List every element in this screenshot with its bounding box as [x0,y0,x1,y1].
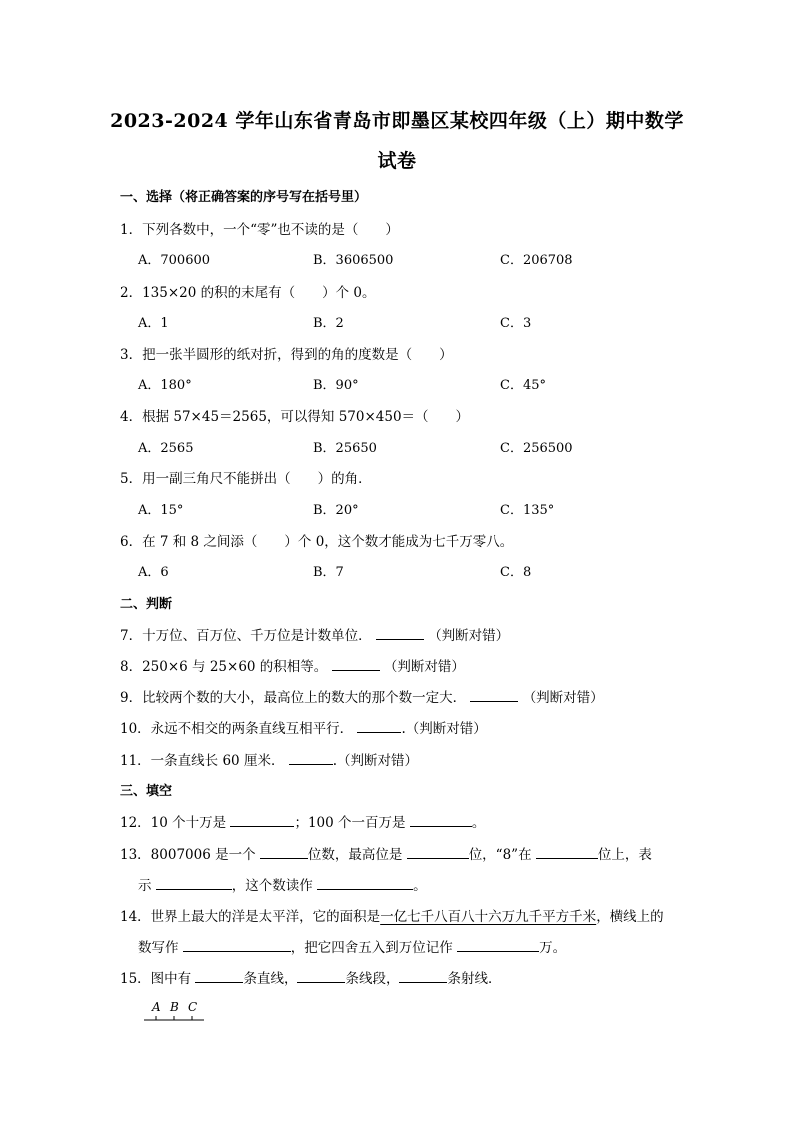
q13-text-6: ，这个数读作 [231,878,313,894]
question-1: 1．下列各数中，一个“零”也不读的是（ ） [120,222,399,238]
q5-option-a: A．15° [138,503,184,518]
q3-option-b: B．90° [313,378,359,393]
section-heading-choice: 一、选择（将正确答案的序号写在括号里） [120,190,368,205]
q14-text-4: ，把它四舍五入到万位记作 [290,940,453,956]
line-figure [140,996,220,1026]
question-13-cont [138,874,427,894]
q13-text-3: 位，“8”在 [468,847,532,863]
q12-text-3: 。 [471,815,486,831]
q10-blank[interactable] [357,718,401,733]
q14-blank-2[interactable] [457,937,539,952]
question-2: 2．135×20 的积的末尾有（ ）个 0。 [120,285,376,301]
q10-suffix: .（判断对错） [401,721,487,737]
q2-option-c: C．3 [500,316,532,331]
q14-text-3: 数写作 [138,940,179,956]
q12-text-1: 12．10 个十万是 [120,815,227,831]
question-9 [120,686,604,706]
question-11 [120,749,418,769]
q11-suffix: .（判断对错） [332,753,419,769]
question-8 [120,655,465,675]
q13-text-7: 。 [413,878,427,894]
q13-blank-3[interactable] [536,844,598,859]
question-13 [120,843,652,863]
question-6: 6．在 7 和 8 之间添（ ）个 0，这个数才能成为七千万零八。 [120,534,514,550]
q14-text-5: 万。 [539,940,567,956]
q12-blank-1[interactable] [230,812,294,827]
q8-blank[interactable] [332,656,380,671]
q13-blank-4[interactable] [156,875,232,890]
q15-text-1: 15．图中有 [120,971,192,987]
q8-text: 8．250×6 与 25×60 的积相等。 [120,659,328,675]
q6-option-b: B．7 [313,565,344,580]
q11-text: 11．一条直线长 60 厘米． [120,753,285,769]
q14-blank-1[interactable] [183,937,291,952]
q4-option-c: C．256500 [500,441,573,456]
q15-text-4: 条射线． [447,971,502,987]
section-heading-judge: 二、判断 [120,597,173,612]
q13-text-2: 位数，最高位是 [307,847,403,863]
question-7 [120,624,509,644]
question-5: 5．用一副三角尺不能拼出（ ）的角． [120,471,372,487]
figure-label-c: C [188,1000,198,1014]
q9-suffix: （判断对错） [522,690,604,706]
q1-option-b: B．3606500 [313,253,394,268]
q4-option-b: B．25650 [313,441,377,456]
q15-text-3: 条线段， [345,971,400,987]
q9-text: 9．比较两个数的大小，最高位上的数大的那个数一定大． [120,690,467,706]
section-heading-fill: 三、填空 [120,784,173,799]
question-14-cont [138,936,566,956]
q15-blank-2[interactable] [297,968,345,983]
question-12 [120,811,485,831]
q8-suffix: （判断对错） [383,659,465,675]
q13-text-4: 位上，表 [597,847,652,863]
question-14 [120,905,664,925]
q14-text-1: 14．世界上最大的洋是太平洋，它的面积是 [120,909,381,925]
q13-blank-2[interactable] [407,844,469,859]
q11-blank[interactable] [289,750,333,765]
q15-text-2: 条直线， [243,971,298,987]
q15-blank-3[interactable] [399,968,447,983]
q1-option-a: A．700600 [138,253,211,268]
q5-option-b: B．20° [313,503,359,518]
q4-option-a: A．2565 [138,441,194,456]
q3-option-c: C．45° [500,378,546,393]
page-title: 2023-2024 学年山东省青岛市即墨区某校四年级（上）期中数学 [110,110,684,132]
q2-option-b: B．2 [313,316,344,331]
q14-text-2: ，横线上的 [596,909,664,925]
q13-text-5: 示 [138,878,152,894]
q9-blank[interactable] [470,687,518,702]
q15-blank-1[interactable] [195,968,243,983]
q7-text: 7．十万位、百万位、千万位是计数单位． [120,628,372,644]
question-10 [120,717,487,737]
q7-blank[interactable] [376,625,424,640]
q13-blank-5[interactable] [317,875,413,890]
figure-label-b: B [170,1000,179,1014]
question-3: 3．把一张半圆形的纸对折，得到的角的度数是（ ） [120,347,453,363]
page-title-cont: 试卷 [377,150,417,172]
figure-label-a: A [152,1000,161,1014]
q5-option-c: C．135° [500,503,555,518]
question-4: 4．根据 57×45＝2565，可以得知 570×450＝（ ） [120,409,470,425]
q3-option-a: A．180° [138,378,192,393]
q7-suffix: （判断对错） [428,628,510,644]
q12-blank-2[interactable] [410,812,472,827]
q1-option-c: C．206708 [500,253,573,268]
q10-text: 10．永远不相交的两条直线互相平行． [120,721,354,737]
question-15 [120,967,501,987]
q12-text-2: ；100 个一百万是 [294,815,406,831]
q13-text-1: 13．8007006 是一个 [120,847,256,863]
q2-option-a: A．1 [138,316,169,331]
q13-blank-1[interactable] [260,844,308,859]
q6-option-a: A．6 [138,565,169,580]
q6-option-c: C．8 [500,565,532,580]
q14-underlined-number: 一亿七千八百八十六万九千平方千米 [380,909,597,925]
